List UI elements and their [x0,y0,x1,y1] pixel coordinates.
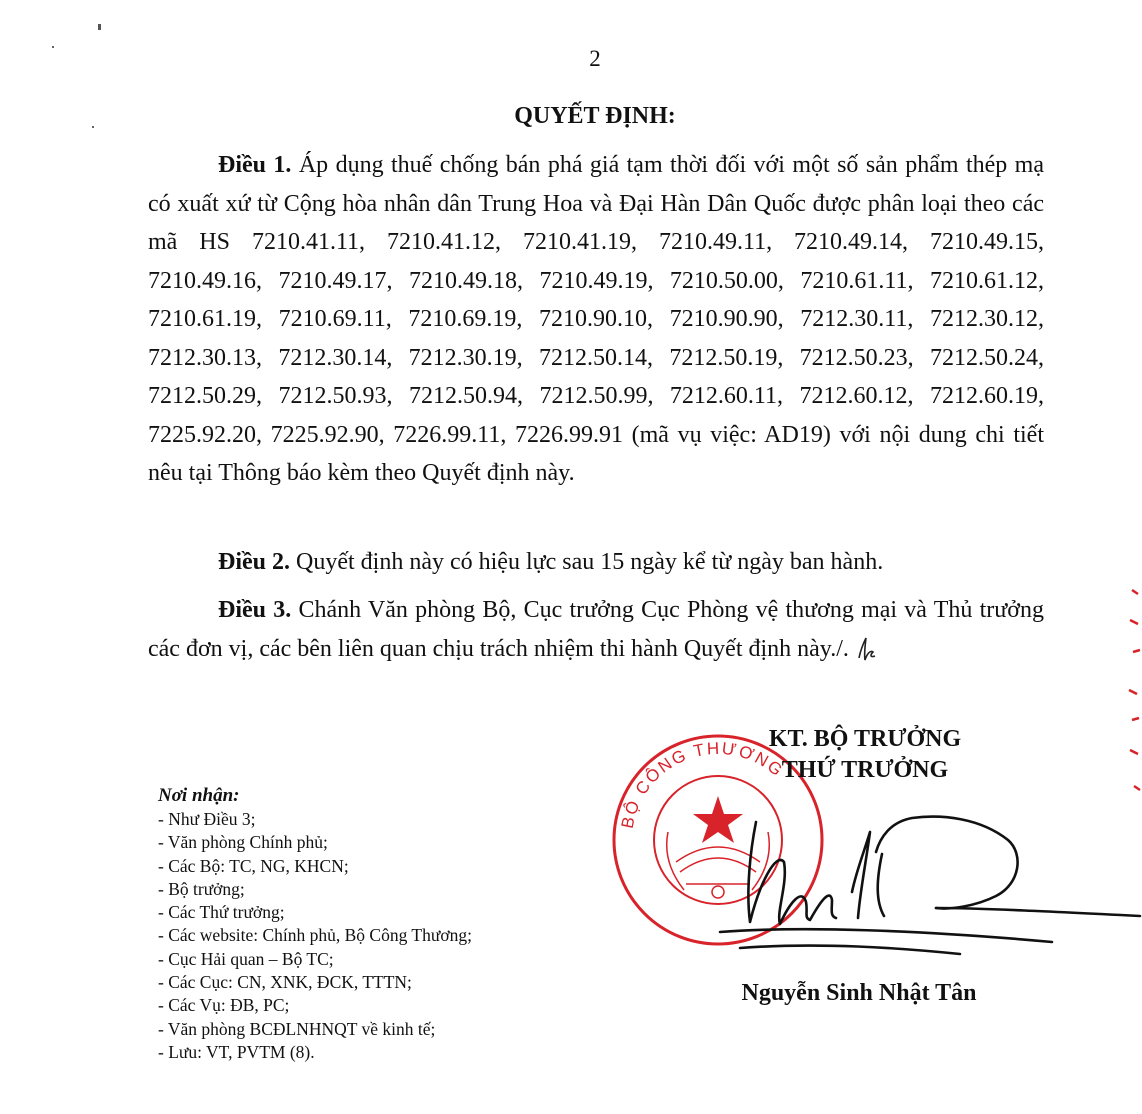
decision-heading: QUYẾT ĐỊNH: [514,103,676,129]
recipient-item: - Như Điều 3; [158,809,256,829]
signature-block [700,724,1030,786]
recipients-title: Nơi nhận: [158,785,240,806]
scan-speck [52,46,54,48]
recipient-item: - Văn phòng Chính phủ; [158,832,328,853]
article-2-label: Điều 2. [218,549,290,575]
initial-mark-icon [851,634,881,664]
recipient-item: - Các Vụ: ĐB, PC; [158,995,290,1016]
signature-title-line2: THỨ TRƯỞNG [781,757,949,783]
article-1 [148,146,1044,493]
scan-speck [92,126,94,128]
signature-title-line1: KT. BỘ TRƯỞNG [768,726,962,752]
page-number: 2 [589,46,601,71]
recipient-item: - Các Thứ trưởng; [158,902,285,923]
article-1-text: Áp dụng thuế chống bán phá giá tạm thời đối với một số sản phẩm thép mạ có xuất xứ từ Cộng hòa nhân dân Trung Hoa và Đại Hàn Dân Quốc được phân loại theo các mã HS 7210.41.11, 7210.41.12, 7210.41.19, 7210.49.11, 7210.49.14, 7210.49.15, 7210.49.16, 7210.49.17, 7210.49.18, 7210.49.19, 7210.50.00, 7210.61.11, 7210.61.12, 7210.61.19, 7210.69.11, 7210.69.19, 7210.90.10, 7210.90.90, 7212.30.11, 7212.30.12, 7212.30.13, 7212.30.14, 7212.30.19, 7212.50.14, 7212.50.19, 7212.50.23, 7212.50.24, 7212.50.29, 7212.50.93, 7212.50.94, 7212.50.99, 7212.60.11, 7212.60.12, 7212.60.19, 7225.92.20, 7225.92.90, 7226.99.11, 7226.99.91 (mã vụ việc: AD19) với nội dung chi tiết nêu tại Thông báo kèm theo Quyết định này. [148,152,1045,486]
article-3-text: Chánh Văn phòng Bộ, Cục trưởng Cục Phòng vệ thương mại và Thủ trưởng các đơn vị, các bên liên quan chịu trách nhiệm thi hành Quyết định này./. [148,597,1044,662]
handwritten-signature-icon [680,792,1142,988]
recipient-item: - Văn phòng BCĐLNHNQT về kinh tế; [158,1018,436,1039]
article-1-label: Điều 1. [218,152,292,178]
signer-name: Nguyễn Sinh Nhật Tân [741,980,977,1006]
recipients-list [158,784,628,1064]
recipient-item: - Lưu: VT, PVTM (8). [158,1041,315,1062]
recipient-item: - Các Bộ: TC, NG, KHCN; [158,855,349,876]
article-3-label: Điều 3. [218,597,292,623]
article-2 [148,543,1044,582]
stamp-text: BỘ CÔNG THƯƠNG [617,738,788,831]
article-3 [148,591,1044,668]
article-2-text: Quyết định này có hiệu lực sau 15 ngày kể từ ngày ban hành. [290,549,884,575]
recipient-item: - Bộ trưởng; [158,878,245,899]
recipient-item: - Các Cục: CN, XNK, ĐCK, TTTN; [158,972,412,993]
red-edge-mark-icon [1118,580,1142,820]
scan-speck [98,24,101,30]
recipient-item: - Các website: Chính phủ, Bộ Công Thương; [158,925,472,946]
recipient-item: - Cục Hải quan – Bộ TC; [158,948,334,969]
